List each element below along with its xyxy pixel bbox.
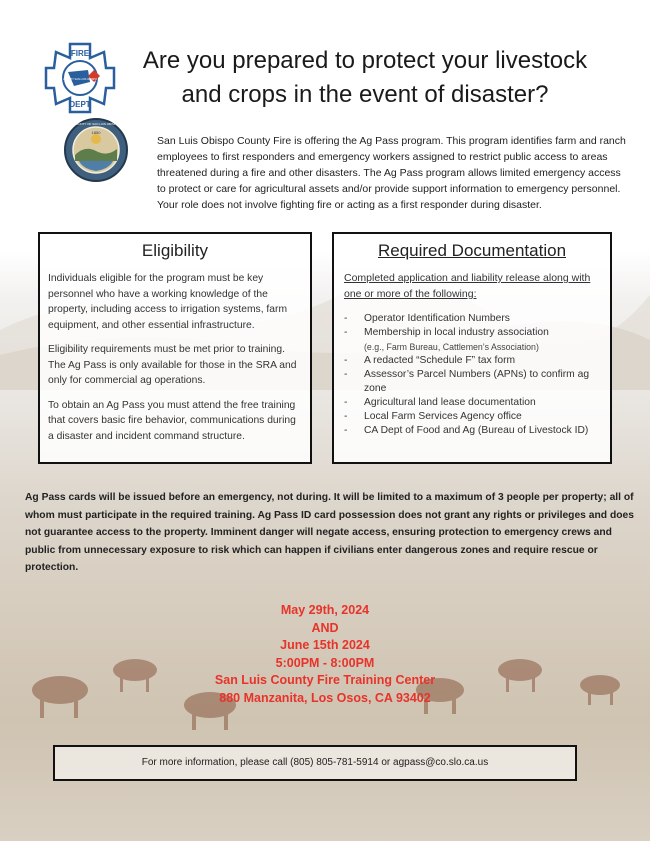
documentation-heading: Required Documentation <box>377 241 567 260</box>
fire-dept-badge-icon <box>44 42 116 114</box>
documentation-lead: Completed application and liability release along with one or more of the following: <box>344 272 591 300</box>
eligibility-paragraph-2: Eligibility requirements must be met prior to training. The Ag Pass is only available for those in the SRA and only for commercial ag operations. <box>48 344 297 386</box>
documentation-item: - Agricultural land lease documentation <box>344 396 600 410</box>
event-date-2: June 15th 2024 <box>280 638 370 652</box>
page-title <box>135 44 595 112</box>
title-line-2: and crops in the event of disaster? <box>181 81 549 108</box>
event-and: AND <box>311 620 339 635</box>
documentation-item: - Local Farm Services Agency office <box>344 410 600 424</box>
county-seal-icon <box>63 117 129 183</box>
documentation-list <box>344 312 600 438</box>
eligibility-paragraph-1: Individuals eligible for the program must be key personnel who have a working knowledge of the property, including access to irrigation systems, farm equipment, and other essential infrastructure. <box>48 273 288 331</box>
event-time: 5:00PM - 8:00PM <box>275 655 375 670</box>
fire-logo-top-text: FIRE <box>70 49 90 58</box>
documentation-item: - CA Dept of Food and Ag (Bureau of Livestock ID) <box>344 424 600 438</box>
seal-year: 1850 <box>91 130 101 135</box>
contact-footer: For more information, please call (805) 805-781-5914 or agpass@co.slo.ca.us <box>53 745 577 781</box>
eligibility-paragraph-3: To obtain an Ag Pass you must attend the free training that covers basic fire behavior, communications during a disaster and incident command structure. <box>48 399 296 442</box>
fire-logo-inner-text: COUNTY SAN LUIS OBISPO <box>62 78 98 81</box>
documentation-item: - Membership in local industry association (e.g., Farm Bureau, Cattlemen’s Association) <box>344 326 600 354</box>
documentation-item: - Operator Identification Numbers <box>344 312 600 326</box>
fire-logo-bottom-text: DEPT <box>69 100 91 109</box>
event-venue: San Luis County Fire Training Center <box>214 673 436 687</box>
event-details <box>125 602 525 707</box>
documentation-item: - A redacted “Schedule F” tax form <box>344 354 600 368</box>
intro-paragraph: San Luis Obispo County Fire is offering the Ag Pass program. This program identifies farm and ranch employees to first responders and emergency workers assigned to restrict public access to areas threatened during a fire and other disasters. The Ag Pass program allows limited emergency access to protect or care for agricultural assets and/or provide support information to emergency personnel. Your role does not involve fighting fire or acting as a first responder during disaster. <box>157 135 626 211</box>
documentation-item: - Assessor’s Parcel Numbers (APNs) to confirm ag zone <box>344 368 600 396</box>
eligibility-heading: Eligibility <box>141 241 209 260</box>
documentation-box <box>332 232 612 464</box>
seal-ring-text: COUNTY OF SAN LUIS OBISPO <box>73 122 119 126</box>
eligibility-box <box>38 232 312 464</box>
documentation-item-note: (e.g., Farm Bureau, Cattlemen’s Association) <box>364 342 539 352</box>
event-date-1: May 29th, 2024 <box>280 603 370 617</box>
policy-notice: Ag Pass cards will be issued before an emergency, not during. It will be limited to a maximum of 3 people per property; all of whom must participate in the required training. Ag Pass ID card possession does not grant any rights or privileges and does not guarantee access to the property. Imminent danger will negate access, ensuring protection to emergency crews and public from unnecessary exposure to risk which can happen if civilians enter dangerous zones and require rescue or protection. <box>25 492 634 573</box>
title-line-1: Are you prepared to protect your livestock <box>142 47 588 74</box>
event-address: 880 Manzanita, Los Osos, CA 93402 <box>219 690 431 705</box>
